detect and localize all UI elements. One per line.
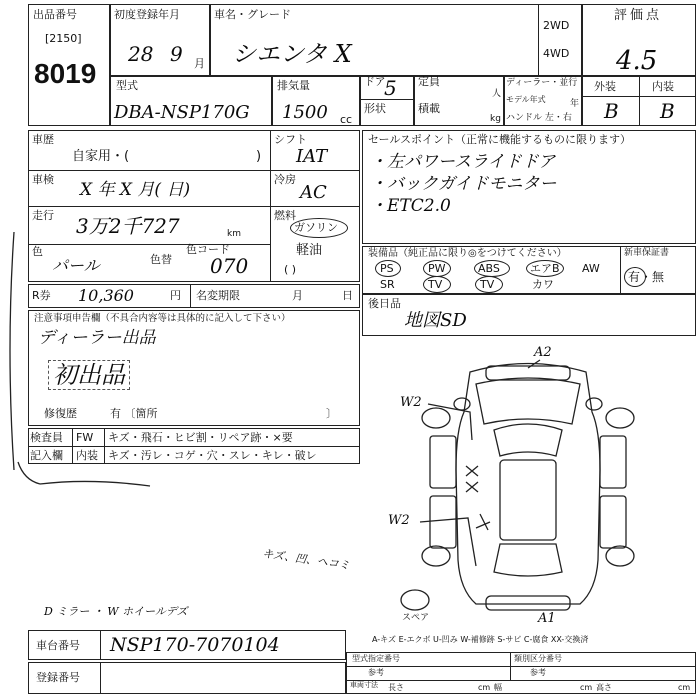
inspector-in: 内装: [76, 449, 98, 462]
size-label: 車両寸法: [350, 681, 378, 689]
score-value: 4.5: [616, 46, 658, 76]
repair-close: 〕: [326, 407, 337, 420]
chassis-label: 車台番号: [36, 639, 80, 652]
diagram-spare-label: スペア: [402, 613, 430, 623]
shape-label: 形状: [364, 102, 386, 115]
color-change-label: 色替: [150, 253, 172, 266]
diagram-legend: A-キズ E-エクボ U-凹み W-補修跡 S-サビ C-腐食 XX-交換済: [372, 635, 589, 644]
repair-value: 有 〔箇所: [110, 407, 158, 420]
diagram-w2-mid: W2: [388, 513, 410, 528]
person-unit: 人: [492, 89, 502, 99]
sales-line-2: ・バックガイドモニター: [370, 174, 557, 194]
mileage-label: 走行: [32, 209, 54, 222]
lot-number: 8019: [34, 58, 97, 89]
recycle-label: R券: [32, 289, 51, 302]
recycle-value: 10,360: [78, 286, 134, 305]
inspection-label: 車検: [32, 173, 54, 186]
cc-unit: cc: [340, 113, 353, 126]
equip-airbag: エアB: [530, 262, 560, 275]
door-value: 5: [384, 76, 397, 100]
equipment-title: 装備品（純正品に限り◎をつけてください）: [368, 248, 567, 259]
first-reg-year: 28: [128, 42, 154, 66]
reg-label: 登録番号: [36, 671, 80, 684]
chassis-value: NSP170-7070104: [110, 634, 280, 656]
displacement-value: 1500: [282, 102, 328, 123]
aircon-label: 冷房: [274, 173, 296, 186]
equip-aw: AW: [582, 262, 600, 275]
expiry-month: 月: [292, 289, 303, 302]
notes-stamp: 初出品: [48, 360, 130, 390]
diagram-note-1: キズ、凹、ヘコミ: [261, 546, 351, 573]
expiry-day: 日: [342, 289, 353, 302]
color-code-value: 070: [210, 254, 249, 278]
mileage-value: 3万2千727: [76, 214, 180, 238]
ref-label-1: 参考: [368, 668, 384, 677]
color-value: パール: [52, 256, 100, 275]
expiry-label: 名変期限: [196, 289, 240, 302]
first-reg-label: 初度登録年月: [114, 8, 180, 21]
interior-grade: B: [660, 99, 675, 123]
sales-points-title: セールスポイント（正常に機能するものに限ります）: [368, 133, 632, 146]
shift-label: シフト: [274, 133, 307, 146]
car-name-label: 車名・グレード: [214, 8, 291, 21]
shift-value: IAT: [296, 146, 328, 167]
model-year-label: モデル年式: [506, 95, 546, 104]
door-label: ドア: [364, 75, 386, 88]
equip-ps: PS: [380, 262, 394, 275]
inspection-value: X 年 X 月( 日): [80, 180, 191, 200]
height-unit: cm: [678, 683, 691, 692]
notes-line1: ディーラー出品: [38, 328, 156, 348]
fuel-diesel: 軽油: [296, 243, 323, 258]
type-designation-label: 型式指定番号: [352, 654, 400, 663]
warranty-value: 有・無: [628, 270, 665, 284]
equip-leather: カワ: [532, 278, 554, 291]
inspector-label-2: 記入欄: [30, 449, 63, 462]
score-label: 評価点: [614, 8, 663, 23]
history-value: 自家用・(: [72, 149, 130, 164]
equip-tv1: TV: [428, 278, 443, 291]
first-reg-month-unit: 月: [194, 57, 205, 70]
notes-title: 注意事項申告欄（不具合内容等は具体的に記入して下さい）: [34, 313, 291, 324]
diagram-note-2: D ミラー ・ W ホイールデズ: [44, 605, 188, 618]
after-value: 地図SD: [404, 310, 467, 331]
width-label: 幅: [494, 683, 502, 692]
drive-2wd: 2WD: [543, 19, 570, 32]
lot-label: 出品番号: [33, 8, 77, 21]
inspector-fw: FW: [76, 431, 94, 444]
fuel-paren: ( ): [284, 263, 297, 276]
length-label: 長さ: [388, 683, 404, 692]
drive-4wd: 4WD: [543, 47, 570, 60]
diagram-a1: A1: [538, 611, 556, 626]
diagram-a2: A2: [534, 345, 552, 360]
equip-tv2: TV: [480, 278, 495, 291]
exterior-grade: B: [604, 99, 619, 123]
ref-label-2: 参考: [530, 668, 546, 677]
equip-pw: PW: [428, 262, 446, 275]
model-label: 型式: [116, 79, 138, 92]
fuel-label: 燃料: [274, 209, 296, 222]
car-name: シエンタ X: [232, 40, 352, 68]
new-warranty-label: 新車保証書: [624, 248, 670, 258]
length-unit: cm: [478, 683, 491, 692]
history-label: 車歴: [32, 133, 54, 146]
repair-label: 修復歴: [44, 407, 77, 420]
color-label: 色: [32, 245, 43, 258]
lot-sub: [2150]: [45, 32, 82, 45]
equip-abs: ABS: [478, 262, 500, 275]
equip-sr: SR: [380, 278, 395, 291]
exterior-label: 外装: [594, 80, 616, 93]
height-label: 高さ: [596, 683, 612, 692]
color-code-label: 色コード: [186, 243, 230, 256]
class-label: 類別区分番号: [514, 654, 562, 663]
history-close: ): [256, 149, 262, 164]
load-label: 積載: [418, 102, 440, 115]
inspector-ext-items: キズ・飛石・ヒビ割・リペア跡・×要: [108, 431, 293, 444]
capacity-label: 定員: [418, 75, 440, 88]
sales-line-3: ・ETC2.0: [370, 196, 451, 216]
diagram-w2-top: W2: [400, 395, 422, 410]
sales-line-1: ・左パワースライドドア: [370, 152, 556, 172]
displacement-label: 排気量: [277, 79, 310, 92]
inspector-label-1: 検査員: [30, 431, 63, 444]
interior-label: 内装: [652, 80, 674, 93]
inspector-int-items: キズ・汚レ・コゲ・穴・スレ・キレ・破レ: [108, 449, 317, 462]
fuel-gas: ガソリン: [294, 221, 338, 234]
model-value: DBA-NSP170G: [114, 102, 250, 123]
first-reg-month: 9: [170, 42, 183, 66]
dealer-label: ディーラー・並行: [506, 78, 578, 88]
yen-unit: 円: [170, 289, 181, 302]
kg-unit: kg: [490, 114, 501, 124]
width-unit: cm: [580, 683, 593, 692]
year-unit: 年: [570, 99, 580, 109]
aircon-value: AC: [300, 182, 327, 203]
after-label: 後日品: [368, 297, 401, 310]
km-unit: km: [227, 229, 241, 239]
handle-label: ハンドル 左・右: [506, 113, 572, 123]
